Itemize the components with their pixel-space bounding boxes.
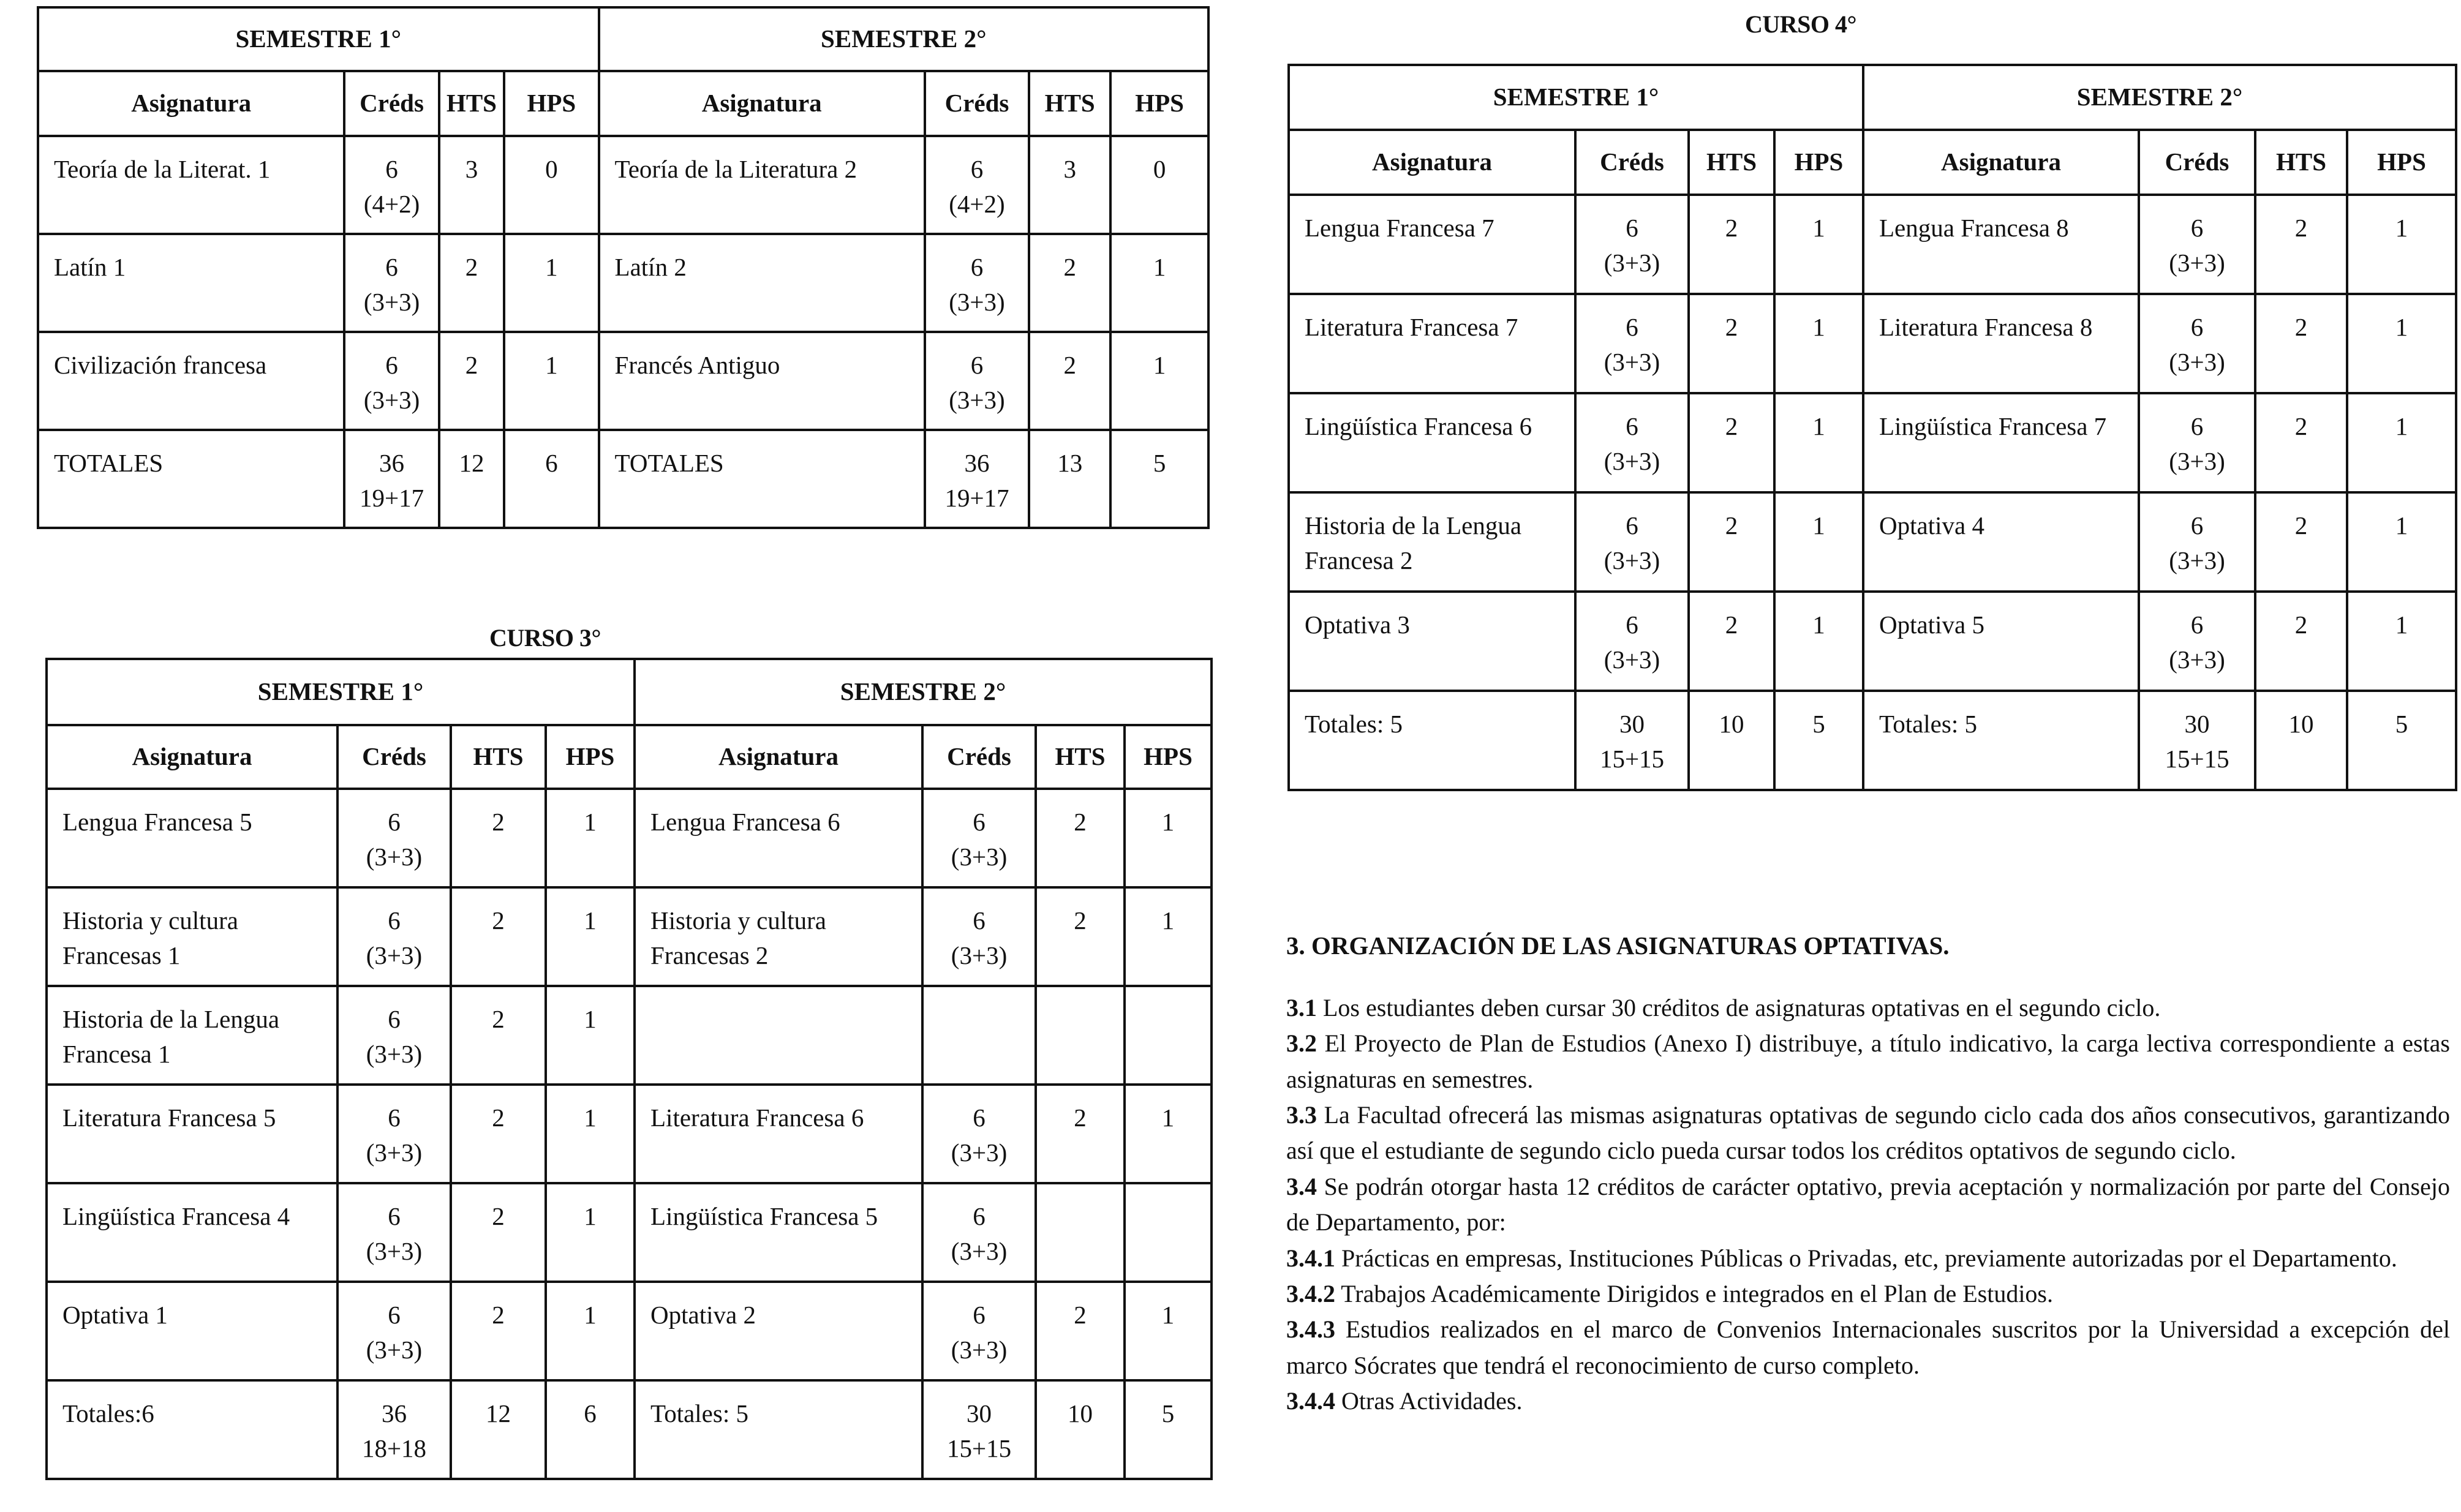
hts-value: 2 xyxy=(1689,195,1774,294)
hts-value: 2 xyxy=(1036,1085,1125,1183)
credits-breakdown: (3+3) xyxy=(949,288,1005,317)
hts-value: 2 xyxy=(1036,789,1125,887)
curso-4-table xyxy=(1287,64,2457,791)
credits-breakdown: 18+18 xyxy=(361,1434,427,1463)
credits-value: 6 xyxy=(1626,511,1638,540)
hts-value: 2 xyxy=(451,789,546,887)
hts-value: 12 xyxy=(439,430,504,528)
subject-name: Francés Antiguo xyxy=(599,332,925,430)
subject-name: Teoría de la Literatura 2 xyxy=(599,136,925,234)
hts-value: 2 xyxy=(2255,592,2347,691)
paragraph-number: 3.4.1 xyxy=(1286,1244,1335,1272)
subject-name: Totales: 5 xyxy=(1863,691,2139,790)
credits-cell xyxy=(1575,294,1689,393)
hps-value: 1 xyxy=(1774,393,1863,492)
credits-breakdown: (3+3) xyxy=(951,941,1008,970)
credits-cell xyxy=(1575,393,1689,492)
credits-breakdown: (3+3) xyxy=(951,1138,1008,1167)
hts-value xyxy=(1036,1183,1125,1282)
credits-breakdown: (3+3) xyxy=(2169,348,2225,377)
credits-breakdown: (3+3) xyxy=(366,843,423,871)
hts-value: 2 xyxy=(2255,492,2347,592)
subject-name: Optativa 2 xyxy=(635,1282,922,1380)
credits-breakdown: (3+3) xyxy=(366,1138,423,1167)
credits-cell xyxy=(337,1282,451,1380)
credits-value: 6 xyxy=(973,808,986,836)
hps-value: 1 xyxy=(2347,592,2456,691)
credits-cell xyxy=(2139,492,2255,592)
subject-name: Lingüística Francesa 7 xyxy=(1863,393,2139,492)
top-course-table xyxy=(37,6,1210,529)
credits-breakdown: 19+17 xyxy=(359,484,424,513)
section-items xyxy=(1286,990,2450,1420)
hts-value: 10 xyxy=(1689,691,1774,790)
col-creds: Créds xyxy=(344,71,439,136)
hps-value: 1 xyxy=(546,789,635,887)
credits-cell xyxy=(922,1183,1036,1282)
subject-name: Lengua Francesa 8 xyxy=(1863,195,2139,294)
hps-value: 1 xyxy=(546,986,635,1085)
col-hps: HPS xyxy=(1110,71,1208,136)
paragraph-text: Estudios realizados en el marco de Convenios Internacionales suscritos por la Universidad a excepción del marco Sócrates que tendrá el reconocimiento de curso completo. xyxy=(1286,1315,2450,1379)
col-hps: HPS xyxy=(504,71,598,136)
subject-name: Lengua Francesa 5 xyxy=(47,789,337,887)
hts-value: 2 xyxy=(1689,492,1774,592)
hts-value: 2 xyxy=(1036,887,1125,986)
section-paragraph xyxy=(1286,1026,2450,1097)
credits-breakdown: (3+3) xyxy=(363,386,420,415)
section-paragraph xyxy=(1286,1312,2450,1383)
hps-value: 6 xyxy=(546,1380,635,1479)
hts-value: 12 xyxy=(451,1380,546,1479)
hps-value: 1 xyxy=(1110,234,1208,332)
hps-value: 1 xyxy=(1110,332,1208,430)
semester-1-header: SEMESTRE 1° xyxy=(38,7,599,71)
hps-value: 1 xyxy=(546,887,635,986)
credits-breakdown: (3+3) xyxy=(1604,348,1660,377)
credits-value: 6 xyxy=(388,906,401,935)
hps-value: 5 xyxy=(1110,430,1208,528)
col-hts: HTS xyxy=(439,71,504,136)
col-hts: HTS xyxy=(1029,71,1110,136)
hps-value: 1 xyxy=(1774,195,1863,294)
table-row xyxy=(38,136,1208,234)
hps-value xyxy=(1125,1183,1212,1282)
hps-value: 1 xyxy=(1125,789,1212,887)
paragraph-text: Los estudiantes deben cursar 30 créditos de asignaturas optativas en el segundo ciclo. xyxy=(1317,993,2161,1021)
subject-name: Lingüística Francesa 5 xyxy=(635,1183,922,1282)
col-creds: Créds xyxy=(925,71,1029,136)
credits-breakdown: (3+3) xyxy=(366,1336,423,1364)
col-asignatura: Asignatura xyxy=(1289,130,1575,195)
hps-value: 5 xyxy=(1125,1380,1212,1479)
credits-value: 36 xyxy=(379,449,405,477)
col-hts: HTS xyxy=(2255,130,2347,195)
hts-value: 13 xyxy=(1029,430,1110,528)
section-paragraph xyxy=(1286,990,2450,1026)
credits-cell xyxy=(922,789,1036,887)
credits-cell xyxy=(2139,691,2255,790)
credits-breakdown: (3+3) xyxy=(366,1040,423,1069)
col-hps: HPS xyxy=(546,725,635,789)
hts-value: 10 xyxy=(2255,691,2347,790)
curso-3-title: CURSO 3° xyxy=(489,624,601,652)
subject-name: Historia de la Lengua Francesa 2 xyxy=(1289,492,1575,592)
hps-value: 1 xyxy=(1774,492,1863,592)
credits-value: 6 xyxy=(2190,412,2204,440)
paragraph-number: 3.4.4 xyxy=(1286,1387,1335,1415)
credits-value: 6 xyxy=(1626,611,1638,639)
credits-cell xyxy=(344,136,439,234)
paragraph-number: 3.4.3 xyxy=(1286,1315,1335,1344)
hps-value: 5 xyxy=(1774,691,1863,790)
table-row xyxy=(47,1282,1212,1380)
credits-breakdown: 15+15 xyxy=(2165,745,2229,773)
credits-breakdown: 15+15 xyxy=(946,1434,1012,1463)
table-row xyxy=(47,887,1212,986)
credits-cell xyxy=(2139,393,2255,492)
subject-name: Optativa 3 xyxy=(1289,592,1575,691)
hts-value: 2 xyxy=(439,234,504,332)
credits-cell xyxy=(337,1085,451,1183)
credits-value: 6 xyxy=(2190,611,2204,639)
hts-value: 2 xyxy=(451,1183,546,1282)
subject-name: Totales: 5 xyxy=(1289,691,1575,790)
credits-value: 6 xyxy=(388,808,401,836)
col-asignatura: Asignatura xyxy=(1863,130,2139,195)
hps-value: 1 xyxy=(1125,1085,1212,1183)
hps-value: 1 xyxy=(2347,294,2456,393)
credits-value: 6 xyxy=(970,351,984,379)
subject-name: Literatura Francesa 5 xyxy=(47,1085,337,1183)
subject-name: Lengua Francesa 6 xyxy=(635,789,922,887)
col-hts: HTS xyxy=(451,725,546,789)
paragraph-number: 3.4 xyxy=(1286,1172,1317,1200)
subject-name: Civilización francesa xyxy=(38,332,344,430)
paragraph-number: 3.2 xyxy=(1286,1029,1317,1058)
hts-value: 3 xyxy=(1029,136,1110,234)
table-row xyxy=(47,789,1212,887)
credits-cell xyxy=(344,332,439,430)
credits-value: 6 xyxy=(973,1202,986,1230)
subject-name: Literatura Francesa 7 xyxy=(1289,294,1575,393)
credits-cell xyxy=(1575,492,1689,592)
section-heading: 3. ORGANIZACIÓN DE LAS ASIGNATURAS OPTATIVAS. xyxy=(1286,931,1950,960)
credits-value: 6 xyxy=(973,1301,986,1329)
hts-value: 2 xyxy=(451,1085,546,1183)
credits-breakdown: (3+3) xyxy=(949,386,1005,415)
subject-name: Optativa 5 xyxy=(1863,592,2139,691)
credits-cell xyxy=(337,1380,451,1479)
credits-value: 36 xyxy=(382,1399,407,1427)
hps-value: 1 xyxy=(1774,592,1863,691)
credits-cell xyxy=(922,1085,1036,1183)
hts-value: 2 xyxy=(1689,592,1774,691)
col-creds: Créds xyxy=(2139,130,2255,195)
credits-breakdown: (3+3) xyxy=(951,1237,1008,1266)
hps-value: 6 xyxy=(504,430,598,528)
credits-cell xyxy=(922,986,1036,1085)
semester-2-header: SEMESTRE 2° xyxy=(1863,65,2456,130)
table-row xyxy=(1289,294,2456,393)
subject-name: Literatura Francesa 6 xyxy=(635,1085,922,1183)
hts-value: 2 xyxy=(1029,332,1110,430)
credits-cell xyxy=(337,789,451,887)
credits-value: 6 xyxy=(973,906,986,935)
table-row xyxy=(38,332,1208,430)
credits-cell xyxy=(344,430,439,528)
hts-value: 2 xyxy=(451,887,546,986)
credits-value: 6 xyxy=(1626,313,1638,341)
section-paragraph xyxy=(1286,1276,2450,1312)
subject-name: Teoría de la Literat. 1 xyxy=(38,136,344,234)
paragraph-text: La Facultad ofrecerá las mismas asignaturas optativas de segundo ciclo cada dos años consecutivos, garantizando así que el estudiante de segundo ciclo pueda cursar todos los créditos optativos de segundo ciclo. xyxy=(1286,1101,2450,1165)
hps-value: 1 xyxy=(2347,393,2456,492)
subject-name: Historia de la Lengua Francesa 1 xyxy=(47,986,337,1085)
section-paragraph xyxy=(1286,1169,2450,1241)
credits-breakdown: (3+3) xyxy=(1604,546,1660,575)
credits-value: 6 xyxy=(970,253,984,281)
col-hps: HPS xyxy=(1125,725,1212,789)
credits-value: 6 xyxy=(385,351,398,379)
curso-4-title: CURSO 4° xyxy=(1744,10,1856,38)
credits-value: 6 xyxy=(388,1104,401,1132)
credits-cell xyxy=(2139,294,2255,393)
credits-value: 6 xyxy=(2190,313,2204,341)
col-asignatura: Asignatura xyxy=(38,71,344,136)
hps-value: 1 xyxy=(1125,887,1212,986)
col-creds: Créds xyxy=(922,725,1036,789)
credits-value: 6 xyxy=(388,1202,401,1230)
credits-breakdown: 19+17 xyxy=(944,484,1009,513)
paragraph-text: El Proyecto de Plan de Estudios (Anexo I) distribuye, a título indicativo, la carga lectiva correspondiente a estas asignaturas en semestres. xyxy=(1286,1029,2450,1093)
section-paragraph xyxy=(1286,1241,2450,1276)
hps-value: 1 xyxy=(504,332,598,430)
credits-breakdown: (4+2) xyxy=(949,190,1005,219)
subject-name: Lingüística Francesa 4 xyxy=(47,1183,337,1282)
credits-value: 36 xyxy=(964,449,990,477)
curso-3-table xyxy=(45,658,1213,1480)
optativas-section xyxy=(1286,928,2450,1420)
credits-value: 6 xyxy=(970,155,984,183)
credits-value: 6 xyxy=(385,253,398,281)
subject-name: Lengua Francesa 7 xyxy=(1289,195,1575,294)
hts-value: 2 xyxy=(451,1282,546,1380)
hts-value: 2 xyxy=(1036,1282,1125,1380)
table-row xyxy=(47,1085,1212,1183)
hps-value: 1 xyxy=(546,1183,635,1282)
paragraph-number: 3.4.2 xyxy=(1286,1279,1335,1307)
hps-value: 0 xyxy=(504,136,598,234)
table-row xyxy=(1289,393,2456,492)
hts-value: 3 xyxy=(439,136,504,234)
subject-name: TOTALES xyxy=(38,430,344,528)
hps-value: 1 xyxy=(504,234,598,332)
credits-breakdown: (3+3) xyxy=(951,843,1008,871)
credits-breakdown: (3+3) xyxy=(366,941,423,970)
hps-value: 1 xyxy=(1774,294,1863,393)
credits-breakdown: (3+3) xyxy=(2169,447,2225,476)
credits-cell xyxy=(337,1183,451,1282)
credits-breakdown: (3+3) xyxy=(2169,249,2225,277)
credits-cell xyxy=(925,136,1029,234)
section-paragraph xyxy=(1286,1383,2450,1419)
credits-cell xyxy=(925,430,1029,528)
credits-value: 6 xyxy=(1626,214,1638,242)
credits-cell xyxy=(922,887,1036,986)
hts-value: 2 xyxy=(1689,393,1774,492)
credits-cell xyxy=(2139,195,2255,294)
credits-cell xyxy=(925,332,1029,430)
credits-cell xyxy=(1575,195,1689,294)
paragraph-number: 3.3 xyxy=(1286,1101,1317,1129)
col-hts: HTS xyxy=(1689,130,1774,195)
credits-value: 6 xyxy=(388,1301,401,1329)
hps-value xyxy=(1125,986,1212,1085)
credits-breakdown: (4+2) xyxy=(363,190,420,219)
table-row xyxy=(1289,592,2456,691)
hts-value: 2 xyxy=(2255,195,2347,294)
paragraph-text: Otras Actividades. xyxy=(1335,1387,1523,1415)
hps-value: 0 xyxy=(1110,136,1208,234)
hts-value: 2 xyxy=(2255,393,2347,492)
col-creds: Créds xyxy=(1575,130,1689,195)
paragraph-number: 3.1 xyxy=(1286,993,1317,1021)
credits-value: 6 xyxy=(388,1005,401,1033)
table-row xyxy=(47,1380,1212,1479)
section-paragraph xyxy=(1286,1097,2450,1169)
subject-name: Historia y cultura Francesas 1 xyxy=(47,887,337,986)
hps-value: 5 xyxy=(2347,691,2456,790)
hts-value: 2 xyxy=(2255,294,2347,393)
credits-cell xyxy=(925,234,1029,332)
credits-breakdown: (3+3) xyxy=(366,1237,423,1266)
col-creds: Créds xyxy=(337,725,451,789)
hts-value: 2 xyxy=(439,332,504,430)
subject-name: TOTALES xyxy=(599,430,925,528)
subject-name: Optativa 4 xyxy=(1863,492,2139,592)
col-hps: HPS xyxy=(2347,130,2456,195)
hts-value: 2 xyxy=(1689,294,1774,393)
credits-breakdown: (3+3) xyxy=(1604,645,1660,674)
hts-value xyxy=(1036,986,1125,1085)
credits-breakdown: (3+3) xyxy=(1604,447,1660,476)
subject-name: Historia y cultura Francesas 2 xyxy=(635,887,922,986)
credits-value: 6 xyxy=(385,155,398,183)
table-row xyxy=(47,1183,1212,1282)
credits-cell xyxy=(2139,592,2255,691)
credits-cell xyxy=(1575,691,1689,790)
credits-value: 6 xyxy=(973,1104,986,1132)
subject-name xyxy=(635,986,922,1085)
hps-value: 1 xyxy=(1125,1282,1212,1380)
credits-cell xyxy=(337,887,451,986)
credits-cell xyxy=(337,986,451,1085)
credits-value: 30 xyxy=(967,1399,992,1427)
credits-breakdown: (3+3) xyxy=(363,288,420,317)
hps-value: 1 xyxy=(546,1085,635,1183)
col-asignatura: Asignatura xyxy=(599,71,925,136)
hps-value: 1 xyxy=(2347,195,2456,294)
credits-cell xyxy=(922,1380,1036,1479)
paragraph-text: Trabajos Académicamente Dirigidos e integrados en el Plan de Estudios. xyxy=(1335,1279,2053,1307)
table-row xyxy=(1289,492,2456,592)
table-row xyxy=(38,234,1208,332)
subject-name: Lingüística Francesa 6 xyxy=(1289,393,1575,492)
credits-breakdown: (3+3) xyxy=(2169,645,2225,674)
table-row xyxy=(1289,195,2456,294)
subject-name: Totales:6 xyxy=(47,1380,337,1479)
semester-2-header: SEMESTRE 2° xyxy=(635,659,1212,725)
semester-1-header: SEMESTRE 1° xyxy=(1289,65,1863,130)
credits-value: 6 xyxy=(2190,511,2204,540)
col-asignatura: Asignatura xyxy=(635,725,922,789)
credits-cell xyxy=(1575,592,1689,691)
hts-value: 2 xyxy=(451,986,546,1085)
credits-value: 30 xyxy=(1619,710,1645,738)
table-row xyxy=(47,986,1212,1085)
credits-breakdown: (3+3) xyxy=(951,1336,1008,1364)
col-asignatura: Asignatura xyxy=(47,725,337,789)
col-hps: HPS xyxy=(1774,130,1863,195)
credits-breakdown: (3+3) xyxy=(2169,546,2225,575)
hts-value: 10 xyxy=(1036,1380,1125,1479)
credits-cell xyxy=(344,234,439,332)
credits-value: 30 xyxy=(2184,710,2210,738)
semester-2-header: SEMESTRE 2° xyxy=(599,7,1208,71)
credits-value: 6 xyxy=(1626,412,1638,440)
credits-breakdown: (3+3) xyxy=(1604,249,1660,277)
subject-name: Latín 2 xyxy=(599,234,925,332)
subject-name: Latín 1 xyxy=(38,234,344,332)
subject-name: Totales: 5 xyxy=(635,1380,922,1479)
hps-value: 1 xyxy=(546,1282,635,1380)
subject-name: Literatura Francesa 8 xyxy=(1863,294,2139,393)
subject-name: Optativa 1 xyxy=(47,1282,337,1380)
hts-value: 2 xyxy=(1029,234,1110,332)
credits-breakdown: 15+15 xyxy=(1599,745,1665,773)
table-row xyxy=(38,430,1208,528)
semester-1-header: SEMESTRE 1° xyxy=(47,659,635,725)
credits-value: 6 xyxy=(2190,214,2204,242)
paragraph-text: Prácticas en empresas, Instituciones Públicas o Privadas, etc, previamente autorizadas por el Departamento. xyxy=(1335,1244,2397,1272)
table-row xyxy=(1289,691,2456,790)
col-hts: HTS xyxy=(1036,725,1125,789)
paragraph-text: Se podrán otorgar hasta 12 créditos de carácter optativo, previa aceptación y normalización por parte del Consejo de Departamento, por: xyxy=(1286,1172,2450,1236)
credits-cell xyxy=(922,1282,1036,1380)
hps-value: 1 xyxy=(2347,492,2456,592)
